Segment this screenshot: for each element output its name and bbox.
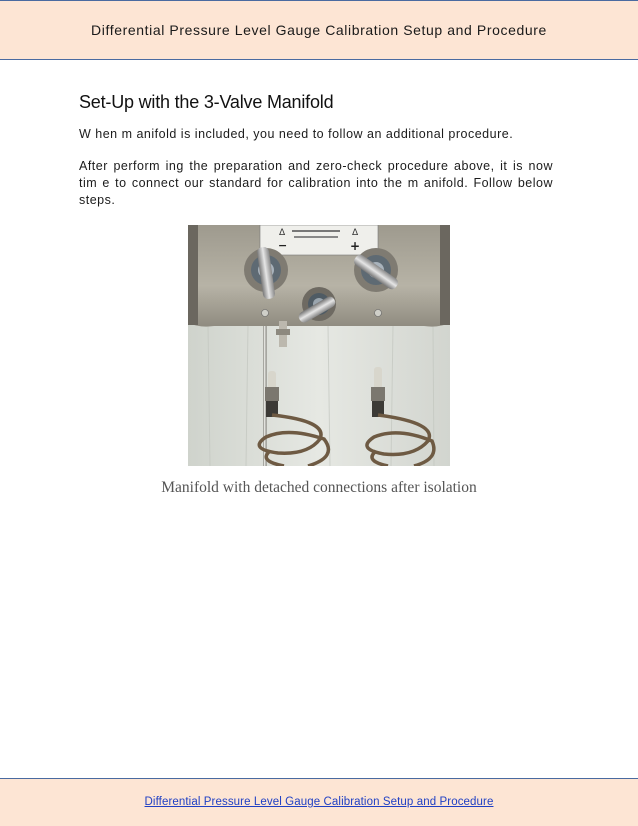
- paragraph-steps: After perform ing the preparation and zero-check procedure above, it is now tim e to connect our standard for calibration into the m anifold. Follow below steps.: [79, 159, 553, 207]
- header-title: Differential Pressure Level Gauge Calibration Setup and Procedure: [91, 22, 547, 38]
- paragraph-intro: W hen m anifold is included, you need to follow an additional procedure.: [79, 127, 514, 141]
- figure-caption: Manifold with detached connections after isolation: [161, 479, 477, 496]
- manifold-illustration: [188, 225, 450, 466]
- page-header: [0, 0, 638, 60]
- plate-minus-sign: −: [278, 239, 288, 252]
- section-heading: Set-Up with the 3-Valve Manifold: [79, 92, 334, 112]
- manifold-photo: [188, 225, 450, 466]
- main-content: [79, 92, 553, 207]
- plate-triangle-left: Δ: [279, 228, 286, 238]
- page-footer: [0, 778, 638, 826]
- plate-plus-sign: +: [350, 239, 361, 253]
- plate-triangle-right: Δ: [352, 228, 359, 238]
- footer-link[interactable]: Differential Pressure Level Gauge Calibration Setup and Procedure: [144, 796, 494, 808]
